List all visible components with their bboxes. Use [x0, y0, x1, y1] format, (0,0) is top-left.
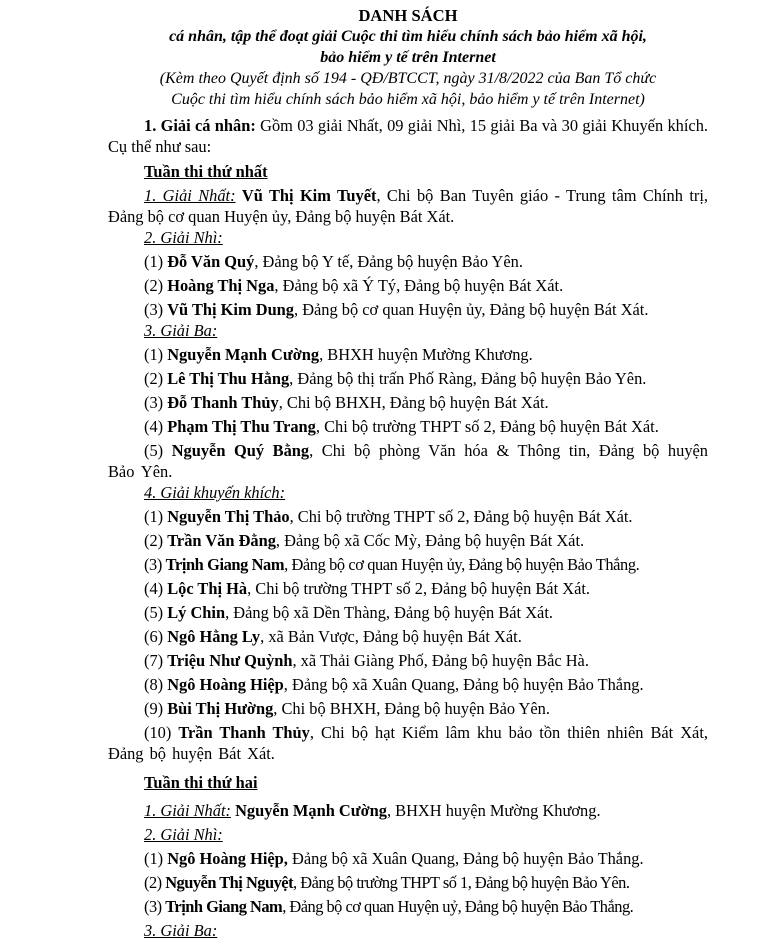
winner-unit: , xã Thải Giàng Phố, Đảng bộ huyện Bắc Hà.: [292, 651, 589, 670]
list-item: [108, 554, 708, 575]
list-item: [108, 674, 708, 695]
item-number: (2): [144, 873, 166, 892]
second-prize-label: 2. Giải Nhì:: [144, 228, 223, 247]
winner-name: Lộc Thị Hà: [167, 579, 248, 598]
list-item: [108, 578, 708, 599]
list-item: [108, 506, 708, 527]
list-item: [108, 848, 708, 869]
winner-unit: , Đảng bộ xã Cốc Mỳ, Đảng bộ huyện Bát Xát.: [275, 531, 585, 550]
winner-unit: , Chi bộ trường THPT số 2, Đảng bộ huyện Bát Xát.: [289, 507, 633, 526]
week-heading: [108, 161, 708, 182]
winner-name: Trịnh Giang Nam: [165, 897, 283, 916]
winner-unit: , Chi bộ BHXH, Đảng bộ huyện Bảo Yên.: [273, 699, 550, 718]
prize-category-heading: [108, 320, 708, 341]
winner-name: Đỗ Văn Quý: [167, 252, 255, 271]
winner-name: Vũ Thị Kim Dung: [167, 300, 294, 319]
item-number: (4): [144, 579, 168, 598]
winner-name: Ngô Hằng Ly: [167, 627, 261, 646]
document: [108, 0, 708, 941]
prize-category-heading: [108, 920, 708, 941]
winner-unit: , Chi bộ trường THPT số 2, Đảng bộ huyện Bát Xát.: [247, 579, 591, 598]
winner-name: Nguyễn Quý Bằng: [171, 441, 310, 460]
winner-name: Nguyễn Thị Thảo: [167, 507, 290, 526]
winner-unit: Đảng bộ xã Xuân Quang, Đảng bộ huyện Bảo Thắng.: [287, 849, 644, 868]
first-prize-entry: [108, 185, 708, 227]
list-item: [108, 530, 708, 551]
list-item: [108, 896, 708, 917]
winner-name: Ngô Hoàng Hiệp: [167, 675, 284, 694]
winner-name: Triệu Như Quỳnh: [167, 651, 293, 670]
item-number: (8): [144, 675, 168, 694]
list-encouragement-prize-week-1: [108, 506, 708, 764]
list-item: [108, 722, 708, 764]
item-number: (3): [144, 555, 166, 574]
item-number: (2): [144, 276, 168, 295]
winner-name: Hoàng Thị Nga: [167, 276, 275, 295]
item-number: (5): [144, 441, 172, 460]
third-prize-label: 3. Giải Ba:: [144, 921, 218, 940]
list-third-prize-week-1: [108, 344, 708, 482]
winner-unit: , Chi bộ phòng Văn hóa & Thông tin, Đảng bộ huyện Bảo Yên.: [108, 441, 708, 481]
item-number: (3): [144, 897, 166, 916]
list-item: [108, 392, 708, 413]
winner-name: Vũ Thị Kim Tuyết: [241, 186, 377, 205]
item-number: (1): [144, 849, 168, 868]
week-1-heading: Tuần thi thứ nhất: [144, 162, 268, 181]
winner-unit: , Đảng bộ cơ quan Huyện ủy, Đảng bộ huyện Bát Xát.: [294, 300, 649, 319]
winner-name: Ngô Hoàng Hiệp,: [167, 849, 288, 868]
document-title: DANH SÁCH: [358, 6, 458, 25]
week-2-heading: Tuần thi thứ hai: [144, 773, 258, 792]
list-item: [108, 299, 708, 320]
individual-prize-intro: [108, 115, 708, 157]
item-number: (10): [144, 723, 179, 742]
winner-unit: , Đảng bộ cơ quan Huyện uỷ, Đảng bộ huyện Bảo Thắng.: [282, 897, 634, 916]
list-item: [108, 650, 708, 671]
winner-unit: , xã Bản Vược, Đảng bộ huyện Bát Xát.: [260, 627, 522, 646]
prize-category-heading: [108, 227, 708, 248]
list-item: [108, 368, 708, 389]
winner-name: Phạm Thị Thu Trang: [167, 417, 316, 436]
section-heading: 1. Giải cá nhân:: [144, 116, 256, 135]
document-subtitle-line-1: cá nhân, tập thể đoạt giải Cuộc thi tìm hiểu chính sách bảo hiểm xã hội,: [169, 28, 647, 45]
winner-unit: , Chi bộ hạt Kiểm lâm khu bảo tồn thiên nhiên Bát Xát, Đảng bộ huyện Bát Xát.: [108, 723, 708, 763]
item-number: (7): [144, 651, 168, 670]
winner-unit: , Đảng bộ trường THPT số 1, Đảng bộ huyện Bảo Yên.: [293, 873, 630, 892]
week-heading: [108, 772, 708, 793]
winner-unit: , Chi bộ trường THPT số 2, Đảng bộ huyện Bát Xát.: [315, 417, 659, 436]
item-number: (3): [144, 300, 168, 319]
second-prize-label: 2. Giải Nhì:: [144, 825, 223, 844]
winner-unit: , Đảng bộ thị trấn Phố Ràng, Đảng bộ huyện Bảo Yên.: [289, 369, 647, 388]
item-number: (1): [144, 507, 168, 526]
item-number: (4): [144, 417, 168, 436]
winner-unit: , Đảng bộ xã Ý Tý, Đảng bộ huyện Bát Xát.: [274, 276, 564, 295]
list-item: [108, 416, 708, 437]
list-item: [108, 440, 708, 482]
item-number: (1): [144, 252, 168, 271]
winner-unit: , Chi bộ Ban Tuyên giáo - Trung tâm Chính trị, Đảng bộ cơ quan Huyện ủy, Đảng bộ huyện Bát Xát.: [108, 186, 708, 226]
list-item: [108, 344, 708, 365]
prize-category-heading: [108, 824, 708, 845]
item-number: (2): [144, 369, 168, 388]
winner-unit: , Đảng bộ xã Xuân Quang, Đảng bộ huyện Bảo Thắng.: [283, 675, 644, 694]
decision-note-line-2: Cuộc thi tìm hiểu chính sách bảo hiểm xã hội, bảo hiểm y tế trên Internet): [171, 91, 645, 108]
list-item: [108, 251, 708, 272]
list-item: [108, 698, 708, 719]
item-number: (3): [144, 393, 168, 412]
decision-note-line-1: (Kèm theo Quyết định số 194 - QĐ/BTCCT, ngày 31/8/2022 của Ban Tổ chức: [159, 70, 657, 87]
winner-name: Trần Thanh Thủy: [178, 723, 310, 742]
item-number: (5): [144, 603, 168, 622]
item-number: (9): [144, 699, 168, 718]
winner-unit: , BHXH huyện Mường Khương.: [319, 345, 533, 364]
third-prize-label: 3. Giải Ba:: [144, 321, 218, 340]
list-item: [108, 275, 708, 296]
list-item: [108, 602, 708, 623]
list-second-prize-week-2: [108, 848, 708, 917]
winner-unit: , Đảng bộ Y tế, Đảng bộ huyện Bảo Yên.: [254, 252, 523, 271]
list-second-prize-week-1: [108, 251, 708, 320]
winner-name: Nguyễn Thị Nguyệt: [165, 873, 294, 892]
item-number: (1): [144, 345, 168, 364]
encouragement-prize-label: 4. Giải khuyến khích:: [144, 483, 286, 502]
winner-name: Đỗ Thanh Thủy: [167, 393, 279, 412]
winner-name: Trần Văn Đằng: [167, 531, 276, 550]
prize-label: 1. Giải Nhất:: [144, 801, 231, 820]
winner-unit: , Đảng bộ cơ quan Huyện ủy, Đảng bộ huyện Bảo Thắng.: [284, 555, 640, 574]
winner-name: Trịnh Giang Nam: [165, 555, 285, 574]
list-item: [108, 872, 708, 893]
winner-unit: , BHXH huyện Mường Khương.: [386, 801, 601, 820]
prize-category-heading: [108, 482, 708, 503]
list-item: [108, 626, 708, 647]
winner-name: Nguyễn Mạnh Cường: [235, 801, 387, 820]
winner-name: Lê Thị Thu Hằng: [167, 369, 290, 388]
winner-name: Bùi Thị Hường: [167, 699, 274, 718]
first-prize-entry: [108, 800, 708, 821]
section-intro: Gồm 03 giải Nhất, 09 giải Nhì, 15 giải Ba và 30 giải Khuyến khích. Cụ thể như sau:: [108, 116, 708, 156]
winner-unit: , Chi bộ BHXH, Đảng bộ huyện Bát Xát.: [278, 393, 549, 412]
item-number: (6): [144, 627, 168, 646]
winner-unit: , Đảng bộ xã Dền Thàng, Đảng bộ huyện Bát Xát.: [225, 603, 553, 622]
prize-label: 1. Giải Nhất:: [144, 186, 236, 205]
item-number: (2): [144, 531, 168, 550]
document-subtitle-line-2: bảo hiểm y tế trên Internet: [320, 49, 496, 66]
winner-name: Nguyễn Mạnh Cường: [167, 345, 320, 364]
winner-name: Lý Chin: [167, 603, 226, 622]
